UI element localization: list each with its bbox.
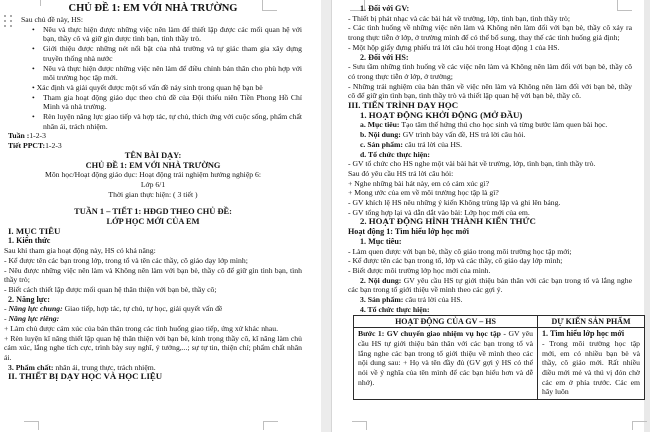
subject-line: Môn học/Hoạt động giáo dục: Hoạt động trải nghiệm hướng nghiệp 6:: [45, 170, 261, 180]
paragraph: - Một hộp giấy đựng phiếu trả lời câu hỏi trong Hoạt động 1 của HS.: [348, 42, 560, 52]
table-header-gv-hs: HOẠT ĐỘNG CỦA GV – HS: [354, 315, 538, 328]
bullet-glyph: •: [32, 63, 35, 73]
list-item: • Nêu và thực hiện được những việc nên làm để điều chỉnh bản thân cho phù hợp với môi trường học tập mới.: [32, 63, 302, 83]
paragraph: - Năng lực riêng:: [4, 314, 60, 324]
duration-line: Thời gian thực hiện: ( 3 tiết ): [108, 189, 198, 199]
lesson-heading: LỚP HỌC MỚI CỦA EM: [106, 217, 200, 227]
subsection-heading: 1. Kiến thức: [8, 236, 51, 246]
class-line: Lớp 6/1: [140, 179, 166, 189]
week-line: Tuần :1-2-3: [8, 131, 46, 141]
crop-mark: [263, 421, 278, 430]
paragraph: - GV khích lệ HS nêu những ý kiến Không trùng lặp và ghi lên bảng.: [348, 198, 561, 208]
paragraph: d. Tổ chức thực hiện:: [360, 149, 430, 159]
paragraph: + Mong ước của em về môi trường học tập là gì?: [348, 188, 499, 198]
list-item: • Tham gia hoạt động giáo dục theo chủ đề của Đội thiếu niên Tiền Phong Hồ Chí Minh và nhà trường.: [32, 92, 302, 112]
bullet-glyph: •: [32, 112, 35, 122]
table-paragraph: Bước 1: GV chuyển giao nhiệm vụ học tập - GV yêu cầu HS tự giới thiệu bản thân với các bạn trong tổ và lắng nghe các bạn trong tổ giới thiệu về mình theo các nội dung sau: + Họ và tên đầy đủ (GV gợi ý HS có thể nói về ý nghĩa của tên mình để các bạn hiểu hơn và dễ nhớ).: [358, 329, 533, 387]
paragraph: - Biết được môi trường lớp học mới của mình.: [348, 265, 491, 275]
paragraph: - Kể được tên các bạn trong lớp, trong tổ và tên các thầy, cô giáo dạy lớp mình;: [4, 255, 248, 265]
paragraph: - Những trải nghiệm của bản thân về việc nên làm và Không nên làm đối với bạn bè, thầy cô để giữ gìn tình bạn, tình thầy trò và thiết lập quan hệ với bạn bè, thầy cô.: [348, 81, 632, 101]
paragraph: - GV tổ chức cho HS nghe một vài bài hát về trường, lớp, tình bạn, tình thầy trò.: [348, 159, 596, 169]
period-line: Tiết PPCT:1-2-3: [8, 141, 62, 151]
paragraph: - Các tình huống về những việc nên làm và Không nên làm đối với bạn bè, thầy cô xảy ra trong thực tiễn ở lớp, ở trường mình để có thể bổ sung, thay thế các tình huống giả định;: [348, 23, 632, 43]
section-heading: II. THIẾT BỊ DẠY HỌC VÀ HỌC LIỆU: [8, 371, 163, 382]
page2-content: [348, 4, 640, 400]
bullet-glyph: •: [32, 24, 35, 34]
paragraph: - Thiết bị phát nhạc và các bài hát về trường, lớp, tình bạn, tình thầy trò;: [348, 13, 571, 23]
paragraph: - GV tổng hợp lại và dẫn dắt vào bài: Lớp học mới của em.: [348, 207, 530, 217]
paragraph: 2. Nội dung: GV yêu cầu HS tự giới thiệu bản thân với các bạn trong tổ và lắng nghe các bạn trong tổ giới thiệu về mình theo các gợi ý.: [348, 275, 632, 295]
list-item: • Rèn luyện năng lực giao tiếp và hợp tác, tự chủ, thích ứng với cuộc sống, phẩm chất nhân ái, trách nhiệm.: [32, 112, 302, 131]
section-heading: I. MỤC TIÊU: [8, 225, 61, 236]
table-paragraph: - Trong môi trường học tập mới, em có nhiều bạn bè và thầy, cô giáo mới. Rất nhiều điều mới mẻ và thú vị đón chờ các em ở phía trước. Các em hãy luôn: [542, 338, 640, 397]
crop-mark: [632, 421, 647, 430]
subsection-heading: 1. Mục tiêu:: [360, 236, 402, 246]
bullet-glyph: •: [32, 44, 35, 54]
crop-mark: [24, 421, 39, 430]
paragraph: - Sưu tầm những tình huống về các việc nên làm và Không nên làm đối với bạn bè, thầy cô có trong thực tiễn ở lớp, ở trường;: [348, 62, 632, 81]
table-heading: 1. Tìm hiểu lớp học mới: [542, 329, 625, 339]
heading: TÊN BÀI DẠY:: [124, 150, 182, 160]
list-item: • Xác định và giải quyết được một số vấn đề nảy sinh trong quan hệ bạn bè: [32, 82, 263, 92]
paragraph: Sau chủ đề này, HS:: [21, 15, 84, 24]
table-cell-activities: [354, 328, 538, 400]
subsection-heading: 1. Đối với GV:: [360, 4, 410, 13]
page2-blocks: [348, 4, 632, 315]
paragraph: - Nêu được những việc nên làm và Không nên làm với bạn bè, thầy cô để giữ gìn tình bạn, tình thầy trò;: [4, 265, 302, 285]
activity-heading: 2. HOẠT ĐỘNG HÌNH THÀNH KIẾN THỨC: [360, 216, 536, 227]
paragraph: - Kể được tên các bạn trong tổ, lớp và các thầy, cô giáo dạy lớp mình;: [348, 256, 563, 266]
paragraph: c. Sản phẩm: câu trả lời của HS.: [360, 139, 463, 149]
table-header-row: [354, 315, 645, 328]
paragraph: a. Mục tiêu: Tạo tâm thế hứng thú cho học sinh và từng bước làm quen bài học.: [360, 120, 608, 130]
list-item: • Nêu và thực hiện được những việc nên làm để thiết lập được các mối quan hệ với bạn, thầy cô và giữ gìn được tình bạn, tình thầy trò.: [32, 24, 302, 44]
paragraph: b. Nội dung: GV trình bày vấn đề, HS trả lời câu hỏi.: [360, 130, 526, 140]
paragraph: 3. Sản phẩm: câu trả lời của HS.: [360, 295, 463, 305]
chapter-title: CHỦ ĐỀ 1: EM VỚI NHÀ TRƯỜNG: [68, 3, 238, 14]
page1-content: [4, 3, 302, 382]
paragraph: 4. Tổ chức thực hiện:: [360, 304, 430, 314]
activity-subheading: Hoạt động 1: Tìm hiểu lớp học mới: [348, 227, 470, 237]
table-row: [354, 328, 645, 400]
paragraph: 3. Phẩm chất: nhân ái, trung thực, trách nhiệm.: [8, 362, 156, 372]
subsection-heading: 2. Năng lực:: [8, 294, 50, 304]
activity-heading: 1. HOẠT ĐỘNG KHỞI ĐỘNG (MỞ ĐẦU): [360, 109, 523, 120]
list-item: • Giới thiệu được những nét nổi bật của nhà trường và tự giác tham gia xây dựng truyền thống nhà nước: [32, 44, 302, 63]
table-header-san-pham: DỰ KIẾN SẢN PHẨM: [538, 315, 645, 328]
section-heading: III. TIẾN TRÌNH DẠY HỌC: [348, 100, 459, 111]
table-cell-products: [538, 328, 645, 400]
paragraph: - Làm quen được với bạn bè, thầy cô giáo trong môi trường học tập mới;: [348, 246, 572, 256]
bullet-glyph: •: [32, 92, 35, 102]
lesson-heading: TUẦN 1 – TIẾT 1: HĐGD THEO CHỦ ĐỀ:: [74, 207, 232, 217]
page-gutter: [321, 0, 331, 432]
paragraph: + Nghe những bài hát này, em có cảm xúc gì?: [348, 178, 489, 188]
paragraph: + Làm chủ được cảm xúc của bản thân trong các tình huống giao tiếp, ứng xử khác nhau.: [4, 323, 279, 333]
heading: CHỦ ĐỀ 1: EM VỚI NHÀ TRƯỜNG: [85, 160, 221, 170]
paragraph: Sau khi tham gia hoạt động này, HS có khả năng:: [4, 246, 156, 256]
crop-mark: [352, 421, 367, 430]
paragraph: - Năng lực chung: Giao tiếp, hợp tác, tự chủ, tự học, giải quyết vấn đề: [4, 304, 223, 314]
paragraph: Sau đó yêu cầu HS trả lời câu hỏi:: [348, 168, 454, 178]
subsection-heading: 2. Đối với HS:: [360, 52, 409, 62]
paragraph: + Rèn luyện kĩ năng thiết lập quan hệ thân thiện với bạn bè, kính trọng thầy cô, kĩ năng làm chủ cảm xúc, lắng nghe tích cực, trình bày suy nghĩ, ý tưởng,...; sự tự tin, thiện chí; phẩm chất nhân ái.: [4, 333, 302, 362]
activity-table: [353, 315, 645, 401]
paragraph: - Biết cách thiết lập được mối quan hệ thân thiện với bạn bè, thầy cô;: [4, 284, 217, 294]
